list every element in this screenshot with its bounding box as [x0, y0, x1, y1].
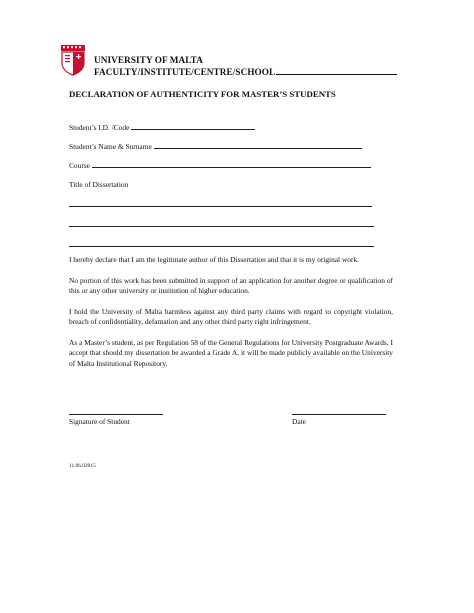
faculty-blank — [276, 66, 397, 75]
date-line[interactable] — [292, 414, 386, 415]
date-label: Date — [292, 417, 306, 426]
student-id-field — [69, 122, 255, 132]
university-crest-logo — [60, 44, 86, 76]
student-id-label: Student’s I.D. /Code — [69, 123, 130, 132]
letterhead — [94, 55, 397, 78]
declaration-paragraph-3: I hold the University of Malta harmless against any third party claims with regard to copyright violation, breach of confidentiality, defamation and any other third party right infringement. — [69, 307, 393, 327]
course-blank[interactable] — [92, 160, 371, 168]
form-code: 11.06.02015 — [69, 463, 96, 469]
university-name: UNIVERSITY OF MALTA — [94, 55, 203, 65]
dissertation-title-field — [69, 180, 128, 189]
student-name-field — [69, 141, 362, 151]
student-name-blank[interactable] — [154, 141, 362, 149]
faculty-label: FACULTY/INSTITUTE/CENTRE/SCHOOL — [94, 67, 276, 77]
declaration-paragraph-2: No portion of this work has been submitted in support of an application for another degree or qualification of this or any other university or institution of higher education. — [69, 276, 393, 296]
dissertation-title-label: Title of Dissertation — [69, 180, 129, 189]
course-label: Course — [69, 161, 90, 170]
dissertation-title-line-1[interactable] — [69, 206, 372, 207]
document-title: DECLARATION OF AUTHENTICITY FOR MASTER’S STUDENTS — [69, 89, 336, 99]
student-signature-line[interactable] — [69, 414, 163, 415]
dissertation-title-line-2[interactable] — [69, 226, 374, 227]
course-field — [69, 160, 371, 170]
student-id-blank[interactable] — [131, 122, 255, 130]
student-signature-label: Signature of Student — [69, 417, 130, 426]
student-name-label: Student’s Name & Surname — [69, 142, 152, 151]
declaration-paragraph-1: I hereby declare that I am the legitimate author of this Dissertation and that it is my original work. — [69, 255, 359, 264]
declaration-paragraph-4: As a Master’s student, as per Regulation 58 of the General Regulations for University Postgraduate Awards, I accept that should my dissertation be awarded a Grade A, it will be made publicly available on the University of Malta Institutional Repository. — [69, 338, 393, 368]
faculty-line — [94, 66, 397, 78]
dissertation-title-line-3[interactable] — [69, 246, 374, 247]
